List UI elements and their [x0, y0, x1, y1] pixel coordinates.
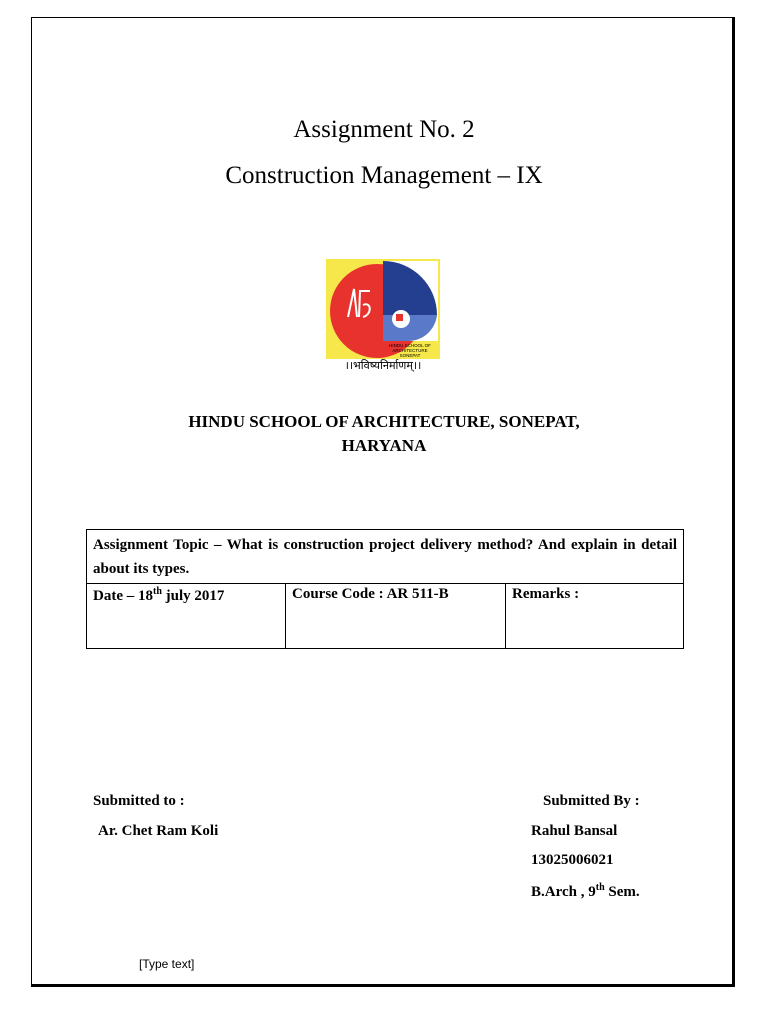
submitted-by-label: Submitted By :	[543, 793, 640, 809]
logo-text-line3: SONEPAT	[399, 353, 421, 358]
submitted-by-name: Rahul Bansal	[531, 823, 618, 839]
course-code-cell: Course Code : AR 511-B	[286, 584, 506, 649]
logo-text-line1: HINDU SCHOOL OF	[389, 343, 431, 348]
date-sup: th	[153, 586, 162, 597]
date-prefix: Date – 18	[93, 588, 153, 604]
assignment-topic: Assignment Topic – What is construction project delivery method? And explain in detail about its types.	[87, 530, 684, 584]
subject-title: Construction Management – IX	[225, 162, 543, 189]
date-suffix: july 2017	[161, 588, 225, 604]
assignment-info-table	[86, 529, 684, 649]
course-suffix: Sem.	[604, 884, 640, 900]
remarks-cell: Remarks :	[506, 584, 684, 649]
school-logo	[326, 259, 440, 359]
logo-text-line2: ARCHITECTURE	[392, 348, 428, 353]
logo-red-square	[396, 314, 403, 321]
submitted-to-label: Submitted to :	[93, 793, 185, 809]
submitted-by-course	[531, 882, 640, 901]
submitted-to-name: Ar. Chet Ram Koli	[98, 823, 219, 839]
school-motto: ।।भविष्यनिर्माणम्।।	[344, 359, 422, 372]
date-cell	[87, 584, 286, 649]
submitted-by-roll-no: 13025006021	[531, 852, 614, 868]
course-sup: th	[595, 882, 605, 893]
details-row	[87, 584, 684, 649]
school-name-line1: HINDU SCHOOL OF ARCHITECTURE, SONEPAT,	[188, 412, 580, 431]
footer-placeholder[interactable]: [Type text]	[139, 957, 195, 971]
assignment-title: Assignment No. 2	[293, 116, 475, 143]
topic-row	[87, 530, 684, 584]
course-prefix: B.Arch , 9	[531, 884, 596, 900]
school-name-line2: HARYANA	[341, 436, 427, 455]
